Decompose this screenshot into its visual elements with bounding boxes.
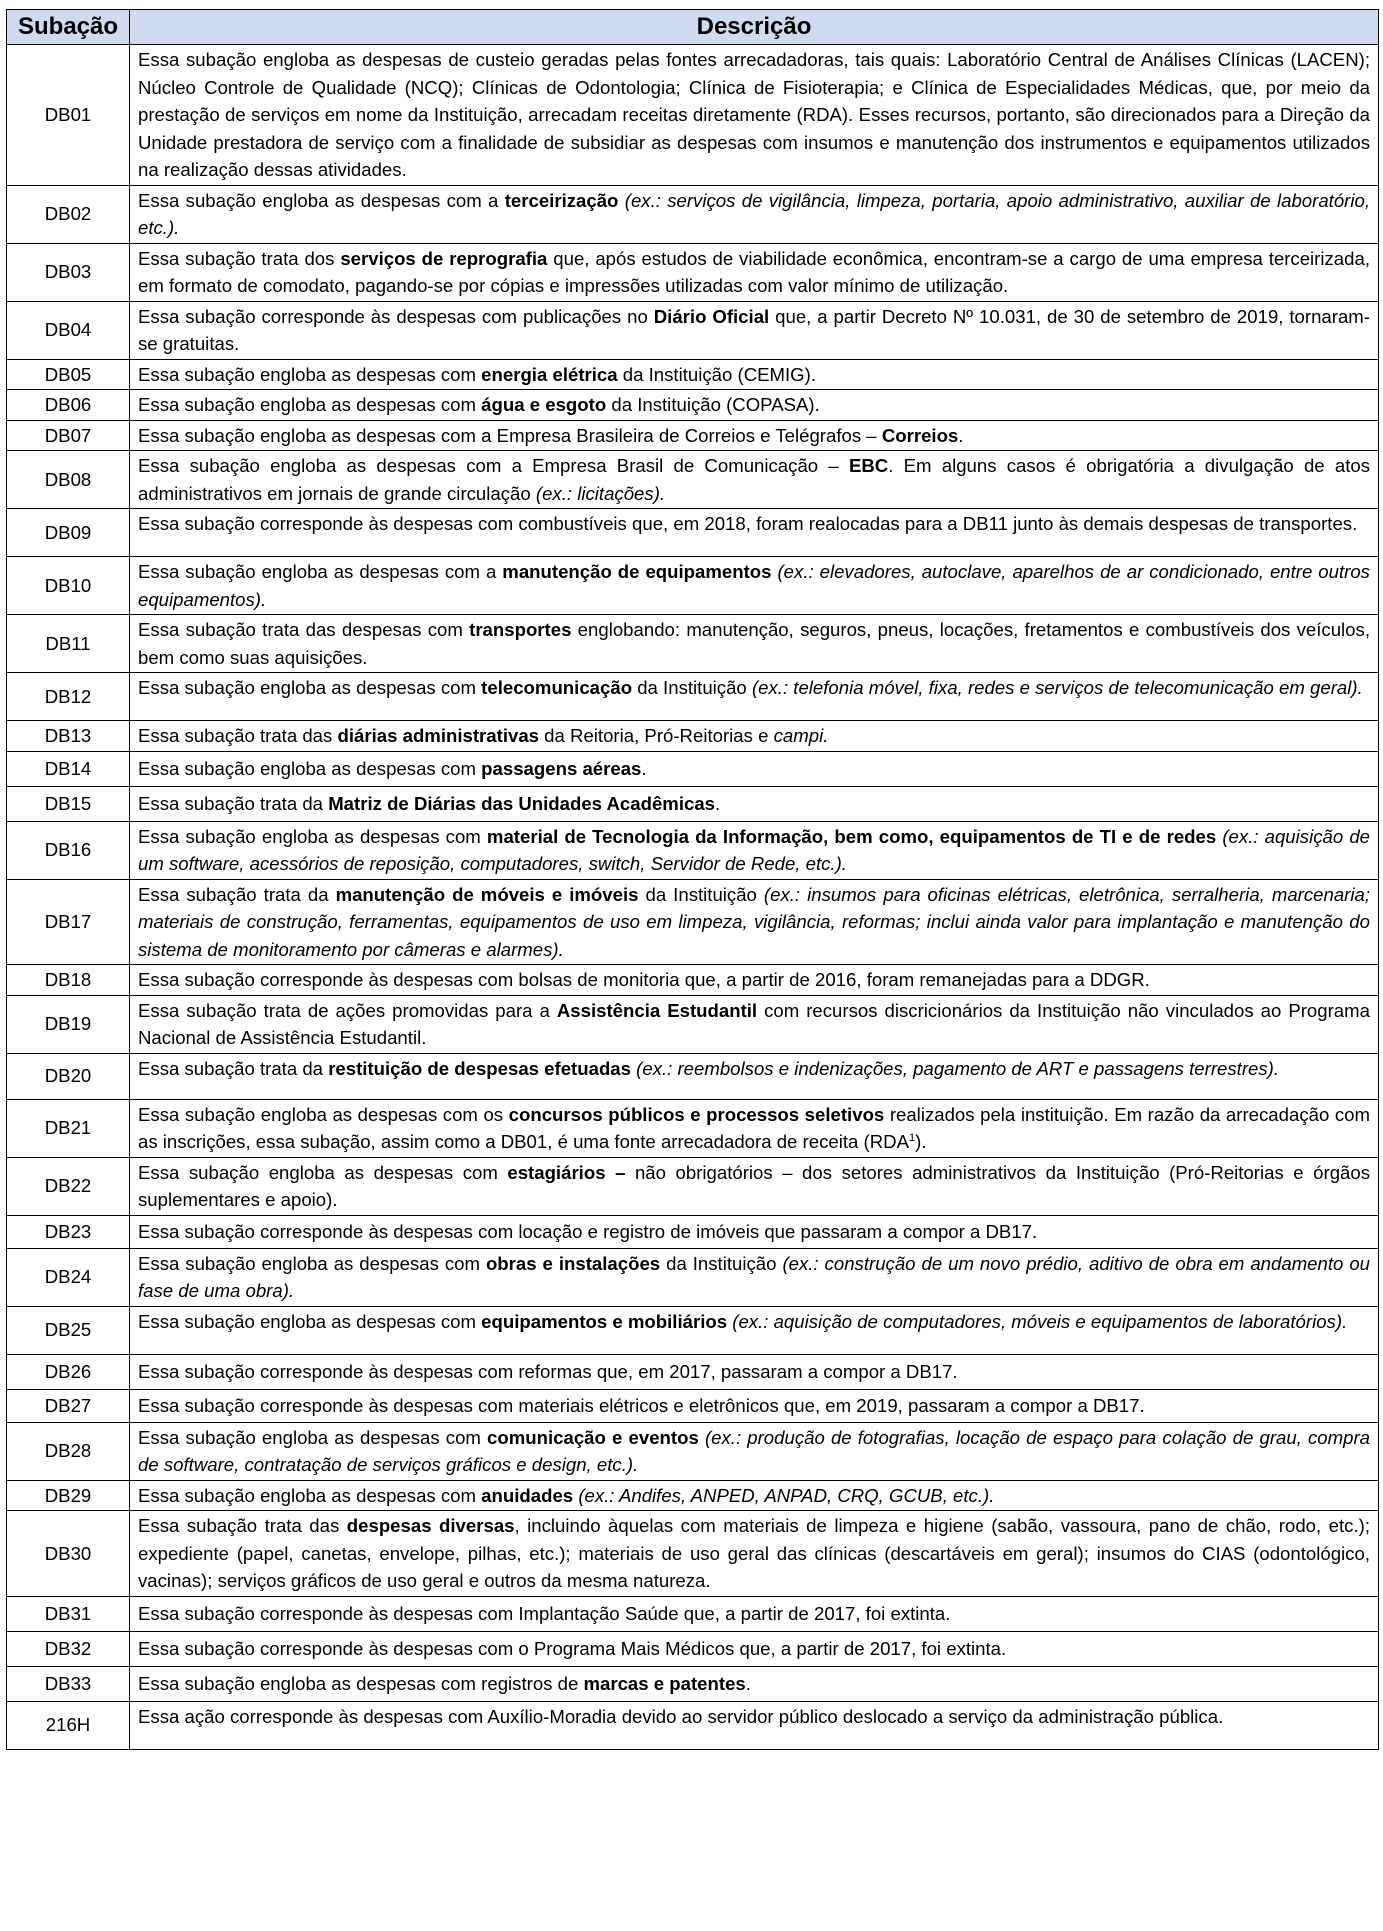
description-text: Essa subação engloba as despesas de custeio geradas pelas fontes arrecadadoras, tais quais: Laboratório Central de Análises Clínicas (LACEN); Núcleo Controle de Qualidade (NCQ); Clínicas de Odontologia; Clínica de Fisioterapia; e Clínica de Especialidades Médicas, que, por meio da prestação de serviços em nome da Instituição, arrecadam receitas diretamente (RDA). Esses recursos, portanto, são direcionados para a Direção da Unidade prestadora de serviço com a finalidade de subsidiar as despesas com insumos e manutenção dos instrumentos e equipamentos utilizados na realização dessas atividades.	[138, 49, 1370, 180]
header-descricao: Descrição	[130, 10, 1379, 45]
description-text: Essa subação engloba as despesas com	[138, 1484, 482, 1506]
description-text: Essa subação trata das	[138, 725, 338, 746]
subacao-code: DB26	[7, 1354, 130, 1389]
table-row	[7, 1248, 1379, 1306]
subacao-code: DB01	[7, 45, 130, 186]
description-text: telecomunicação	[481, 677, 633, 698]
subacao-description	[130, 557, 1379, 615]
description-text: Essa subação engloba as despesas com	[138, 363, 482, 385]
description-text: Essa subação engloba as despesas com	[138, 394, 482, 415]
subacao-description	[130, 1215, 1379, 1248]
description-text: Correios	[881, 424, 959, 446]
description-text: Essa subação corresponde às despesas com o Programa Mais Médicos que, a partir de 2017, foi extinta.	[138, 1637, 1007, 1659]
description-text: Matriz de Diárias das Unidades Acadêmicas	[328, 792, 716, 814]
table-row	[7, 673, 1379, 721]
subacao-code: DB24	[7, 1248, 130, 1306]
description-text: (ex.: elevadores, autoclave, aparelhos de ar condicionado, entre outros equipamentos).	[138, 561, 1370, 610]
table-row	[7, 359, 1379, 390]
subacao-code: DB02	[7, 185, 130, 243]
description-text: Essa ação corresponde às despesas com Auxílio-Moradia devido ao servidor público deslocado a serviço da administração pública.	[138, 1705, 1224, 1727]
description-text: Essa subação corresponde às despesas com materiais elétricos e eletrônicos que, em 2019, passaram a compor a DB17.	[138, 1394, 1145, 1416]
subacao-code: DB30	[7, 1511, 130, 1597]
description-text: que, após estudos de viabilidade econômica, encontram-se a cargo de uma empresa terceirizada, em formato de comodato, pagando-se por cópias e impressões utilizadas com valor mínimo de utilização.	[138, 247, 1370, 296]
table-row	[7, 1480, 1379, 1511]
table-row	[7, 1354, 1379, 1389]
description-text: Essa subação engloba as despesas com	[138, 1426, 488, 1448]
subacao-code: 216H	[7, 1701, 130, 1749]
table-row	[7, 1389, 1379, 1422]
description-text: Essa subação corresponde às despesas com publicações no	[138, 305, 654, 327]
description-text: água e esgoto	[481, 394, 607, 415]
subacao-description	[130, 1666, 1379, 1701]
subacao-code: DB19	[7, 995, 130, 1053]
subacao-code: DB20	[7, 1053, 130, 1099]
subacao-description	[130, 390, 1379, 421]
subacao-description	[130, 243, 1379, 301]
description-text: , incluindo àquelas com materiais de limpeza e higiene (sabão, vassoura, pano de chão, rodo, etc.); expediente (papel, canetas, envelope, pilhas, etc.); materiais de uso geral das clínicas (descartáveis em geral); insumos do CIAS (odontológico, vacinas); serviços gráficos de uso geral e outros da mesma natureza.	[138, 1515, 1370, 1591]
description-text: da Instituição	[660, 1252, 783, 1274]
description-text: equipamentos e mobiliários	[481, 1310, 728, 1332]
description-text: restituição de despesas efetuadas	[328, 1057, 631, 1079]
subacao-code: DB27	[7, 1389, 130, 1422]
description-text: manutenção de móveis e imóveis	[335, 883, 639, 905]
description-text: Essa subação engloba as despesas com os	[138, 1103, 509, 1125]
subacao-code: DB33	[7, 1666, 130, 1701]
subacao-code: DB07	[7, 420, 130, 451]
description-text: obras e instalações	[485, 1252, 661, 1274]
description-text: Essa subação trata das despesas com	[138, 619, 470, 640]
description-text: serviços de reprografia	[340, 247, 548, 269]
description-text: diárias administrativas	[337, 725, 540, 746]
description-text: da Instituição	[632, 677, 752, 698]
table-row	[7, 1596, 1379, 1631]
description-text: terceirização	[504, 189, 619, 211]
subacao-description	[130, 45, 1379, 186]
description-text: com recursos discricionários da Instituição não vinculados ao Programa Nacional de Assistência Estudantil.	[138, 999, 1370, 1048]
description-text: Essa subação trata da	[138, 883, 336, 905]
subacao-code: DB32	[7, 1631, 130, 1666]
description-text: Diário Oficial	[653, 305, 770, 327]
subacao-code: DB22	[7, 1157, 130, 1215]
table-row	[7, 879, 1379, 965]
subacao-code: DB08	[7, 451, 130, 509]
description-text: Essa subação engloba as despesas com a	[138, 189, 505, 211]
table-row	[7, 301, 1379, 359]
description-text: Essa subação trata de ações promovidas para a	[138, 999, 557, 1021]
subacao-description	[130, 751, 1379, 786]
description-text: Essa subação corresponde às despesas com reformas que, em 2017, passaram a compor a DB17.	[138, 1360, 958, 1382]
description-text: .	[641, 757, 647, 779]
subacao-description	[130, 1354, 1379, 1389]
table-row	[7, 1215, 1379, 1248]
description-text: .	[958, 424, 964, 446]
subacao-code: DB15	[7, 786, 130, 821]
subacao-code: DB12	[7, 673, 130, 721]
table-row	[7, 509, 1379, 557]
description-text: Essa subação corresponde às despesas com locação e registro de imóveis que passaram a compor a DB17.	[138, 1220, 1038, 1242]
subacao-description	[130, 1389, 1379, 1422]
table-row	[7, 1306, 1379, 1354]
description-text: Essa subação engloba as despesas com	[138, 677, 482, 698]
subacao-code: DB28	[7, 1422, 130, 1480]
description-text: anuidades	[481, 1484, 574, 1506]
description-text: Essa subação engloba as despesas com a Empresa Brasil de Comunicação –	[138, 455, 849, 476]
description-text: (ex.: telefonia móvel, fixa, redes e serviços de telecomunicação em geral).	[751, 677, 1363, 698]
description-text: Essa subação engloba as despesas com	[138, 1161, 508, 1183]
subacao-code: DB16	[7, 821, 130, 879]
subacao-code: DB13	[7, 721, 130, 752]
description-text: da Reitoria, Pró-Reitorias e	[539, 725, 774, 746]
description-text: Essa subação engloba as despesas com	[138, 1252, 486, 1274]
table-row	[7, 45, 1379, 186]
description-text: englobando: manutenção, seguros, pneus, locações, fretamentos e combustíveis dos veículos, bem como suas aquisições.	[138, 619, 1370, 668]
subacao-description	[130, 301, 1379, 359]
description-text: que, a partir Decreto Nº 10.031, de 30 de setembro de 2019, tornaram-se gratuitas.	[138, 305, 1370, 354]
description-text: (ex.: aquisição de computadores, móveis e equipamentos de laboratórios).	[732, 1310, 1348, 1332]
description-text: energia elétrica	[481, 363, 618, 385]
subacao-code: DB10	[7, 557, 130, 615]
header-subacao: Subação	[7, 10, 130, 45]
description-text: campi.	[773, 725, 829, 746]
table-row	[7, 185, 1379, 243]
table-row	[7, 751, 1379, 786]
description-text: Essa subação corresponde às despesas com bolsas de monitoria que, a partir de 2016, foram remanejadas para a DDGR.	[138, 969, 1150, 990]
description-text: da Instituição (CEMIG).	[617, 363, 817, 385]
subacao-code: DB14	[7, 751, 130, 786]
description-text: Essa subação engloba as despesas com a	[138, 561, 503, 582]
table-header-row	[7, 10, 1379, 45]
subacao-code: DB09	[7, 509, 130, 557]
subacao-description	[130, 1306, 1379, 1354]
description-text: Essa subação trata da	[138, 792, 329, 814]
description-text: despesas diversas	[346, 1515, 515, 1536]
description-text: Essa subação trata das	[138, 1515, 347, 1536]
subacao-description	[130, 1511, 1379, 1597]
subacao-description	[130, 1701, 1379, 1749]
subacao-description	[130, 1099, 1379, 1157]
subacao-description	[130, 509, 1379, 557]
subacao-description	[130, 451, 1379, 509]
description-text: Essa subação engloba as despesas com	[138, 825, 487, 847]
table-row	[7, 965, 1379, 996]
subacao-description	[130, 1631, 1379, 1666]
table-row	[7, 1666, 1379, 1701]
table-row	[7, 1701, 1379, 1749]
subacao-description	[130, 879, 1379, 965]
description-text: Essa subação trata da	[138, 1057, 329, 1079]
subacao-description	[130, 786, 1379, 821]
description-text: (ex.: construção de um novo prédio, aditivo de obra em andamento ou fase de uma obra).	[138, 1252, 1371, 1301]
subacao-code: DB21	[7, 1099, 130, 1157]
table-body	[7, 45, 1379, 1750]
description-text: (ex.: Andifes, ANPED, ANPAD, CRQ, GCUB, etc.).	[578, 1484, 995, 1506]
subacao-description	[130, 965, 1379, 996]
description-text: estagiários –	[507, 1161, 626, 1183]
table-row	[7, 1631, 1379, 1666]
table-row	[7, 995, 1379, 1053]
table-row	[7, 451, 1379, 509]
description-text: 1	[908, 1131, 916, 1144]
subacao-description	[130, 1157, 1379, 1215]
subacao-code: DB04	[7, 301, 130, 359]
subacao-description	[130, 673, 1379, 721]
subacao-description	[130, 420, 1379, 451]
description-text: .	[715, 792, 721, 814]
subacao-code: DB29	[7, 1480, 130, 1511]
subacao-description	[130, 185, 1379, 243]
table-row	[7, 721, 1379, 752]
subacao-description	[130, 721, 1379, 752]
subacao-description	[130, 1422, 1379, 1480]
table-row	[7, 1422, 1379, 1480]
table-row	[7, 821, 1379, 879]
table-row	[7, 243, 1379, 301]
subacao-code: DB18	[7, 965, 130, 996]
description-text: comunicação e eventos	[487, 1426, 699, 1448]
description-text: . Em alguns casos é obrigatória a divulgação de atos administrativos em jornais de grande circulação	[138, 455, 1371, 504]
description-text: material de Tecnologia da Informação, bem como, equipamentos de TI e de redes	[486, 825, 1217, 847]
subacao-code: DB23	[7, 1215, 130, 1248]
description-text: passagens aéreas	[481, 757, 642, 779]
table-row	[7, 1511, 1379, 1597]
description-text: (ex.: aquisição de um software, acessórios de reposição, computadores, switch, Servidor de Rede, etc.).	[138, 825, 1370, 874]
description-text: Essa subação engloba as despesas com a Empresa Brasileira de Correios e Telégrafos –	[138, 424, 882, 446]
subacao-code: DB17	[7, 879, 130, 965]
description-text: da Instituição (COPASA).	[606, 394, 820, 415]
description-text: realizados pela instituição. Em razão da arrecadação com as inscrições, essa subação, assim como a DB01, é uma fonte arrecadadora de receita (RDA	[138, 1103, 1370, 1152]
description-text: da Instituição	[638, 883, 764, 905]
description-text: Assistência Estudantil	[556, 999, 758, 1021]
subacao-description	[130, 821, 1379, 879]
description-text: marcas e patentes	[583, 1672, 746, 1694]
subacao-code: DB11	[7, 615, 130, 673]
table-row	[7, 557, 1379, 615]
description-text: Essa subação corresponde às despesas com Implantação Saúde que, a partir de 2017, foi extinta.	[138, 1602, 951, 1624]
description-text: Essa subação engloba as despesas com	[138, 757, 482, 779]
subacao-description	[130, 1480, 1379, 1511]
subacao-table	[6, 9, 1379, 1750]
subacao-code: DB31	[7, 1596, 130, 1631]
description-text: não obrigatórios – dos setores administrativos da Instituição (Pró-Reitorias e órgãos suplementares e apoio).	[138, 1161, 1371, 1210]
subacao-description	[130, 615, 1379, 673]
table-row	[7, 1053, 1379, 1099]
subacao-code: DB05	[7, 359, 130, 390]
subacao-description	[130, 995, 1379, 1053]
description-text: EBC	[848, 455, 889, 476]
table-row	[7, 390, 1379, 421]
description-text: concursos públicos e processos seletivos	[508, 1103, 885, 1125]
description-text: (ex.: licitações).	[535, 482, 666, 504]
table-row	[7, 1099, 1379, 1157]
description-text: (ex.: produção de fotografias, locação de espaço para colação de grau, compra de software, contratação de serviços gráficos e design, etc.).	[138, 1426, 1371, 1475]
description-text: manutenção de equipamentos	[502, 561, 772, 582]
table-row	[7, 615, 1379, 673]
table-row	[7, 786, 1379, 821]
description-text: Essa subação trata dos	[138, 247, 341, 269]
description-text: (ex.: reembolsos e indenizações, pagamento de ART e passagens terrestres).	[636, 1057, 1280, 1079]
subacao-code: DB06	[7, 390, 130, 421]
subacao-description	[130, 1053, 1379, 1099]
description-text: Essa subação corresponde às despesas com combustíveis que, em 2018, foram realocadas para a DB11 junto às demais despesas de transportes.	[138, 513, 1358, 534]
table-row	[7, 420, 1379, 451]
subacao-code: DB25	[7, 1306, 130, 1354]
subacao-description	[130, 1248, 1379, 1306]
subacao-description	[130, 359, 1379, 390]
description-text: Essa subação engloba as despesas com registros de	[138, 1672, 584, 1694]
description-text: (ex.: serviços de vigilância, limpeza, portaria, apoio administrativo, auxiliar de laboratório, etc.).	[138, 189, 1370, 238]
description-text: Essa subação engloba as despesas com	[138, 1310, 482, 1332]
description-text: .	[745, 1672, 751, 1694]
description-text: (ex.: insumos para oficinas elétricas, eletrônica, serralheria, marcenaria; materiais de construção, ferramentas, equipamentos de uso em limpeza, vigilância, reformas; inclui ainda valor para implantação e manutenção do sistema de monitoramento por câmeras e alarmes).	[138, 883, 1371, 960]
table-row	[7, 1157, 1379, 1215]
subacao-description	[130, 1596, 1379, 1631]
subacao-code: DB03	[7, 243, 130, 301]
description-text: ).	[915, 1131, 927, 1152]
document-page	[6, 9, 1378, 1750]
description-text: transportes	[469, 619, 572, 640]
